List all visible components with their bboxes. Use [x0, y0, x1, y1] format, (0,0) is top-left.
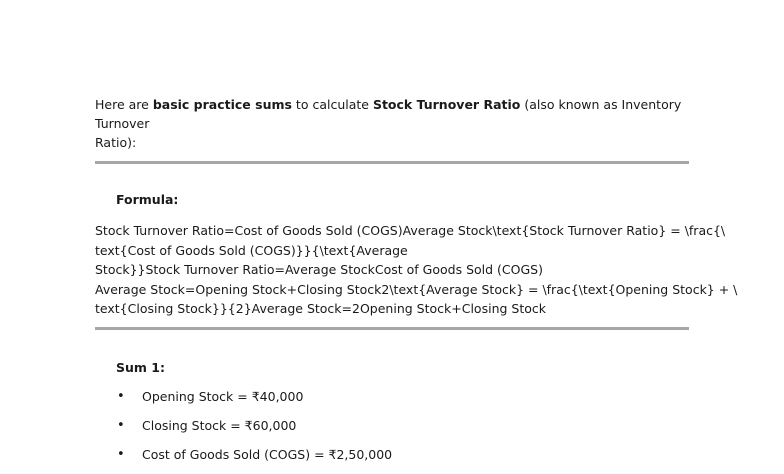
list-item — [95, 387, 689, 416]
intro-prefix: Here are — [95, 97, 153, 112]
sum1-bullet-list — [95, 387, 689, 474]
formula-line: text{Closing Stock}}{2}Average Stock=2Opening Stock+Closing Stock — [95, 301, 546, 316]
formula-heading: Formula: — [116, 192, 179, 207]
horizontal-divider — [95, 327, 689, 330]
document-content — [95, 95, 738, 474]
formula-line: Stock}}Stock Turnover Ratio=Average StockCost of Goods Sold (COGS) — [95, 262, 543, 277]
intro-suffix-line1: (also known as Inventory Turnover — [95, 97, 682, 131]
formula-line: text{Cost of Goods Sold (COGS)}}{\text{Average — [95, 242, 408, 258]
intro-bold-practice-sums: basic practice sums — [152, 97, 292, 112]
formula-line: Average Stock=Opening Stock+Closing Stock2\text{Average Stock} = \frac{\text{Opening Stock} + \ — [95, 281, 738, 297]
list-item — [95, 445, 689, 474]
formula-block — [95, 221, 738, 319]
list-item — [95, 416, 689, 445]
bullet-icon: • — [117, 417, 125, 433]
intro-paragraph — [95, 95, 689, 152]
list-item-text: Closing Stock = ₹60,000 — [142, 417, 297, 433]
horizontal-divider — [95, 161, 689, 164]
bullet-icon: • — [117, 446, 125, 462]
intro-middle: to calculate — [291, 97, 373, 112]
formula-line: Stock Turnover Ratio=Cost of Goods Sold (COGS)Average Stock\text{Stock Turnover Ratio} = \frac{\ — [95, 223, 726, 238]
intro-suffix-line2: Ratio): — [95, 135, 137, 150]
bullet-icon: • — [117, 388, 125, 404]
list-item-text: Cost of Goods Sold (COGS) = ₹2,50,000 — [142, 446, 393, 462]
list-item-text: Opening Stock = ₹40,000 — [142, 388, 304, 404]
intro-bold-stock-turnover-ratio: Stock Turnover Ratio — [372, 97, 521, 112]
sum1-heading: Sum 1: — [116, 359, 165, 375]
